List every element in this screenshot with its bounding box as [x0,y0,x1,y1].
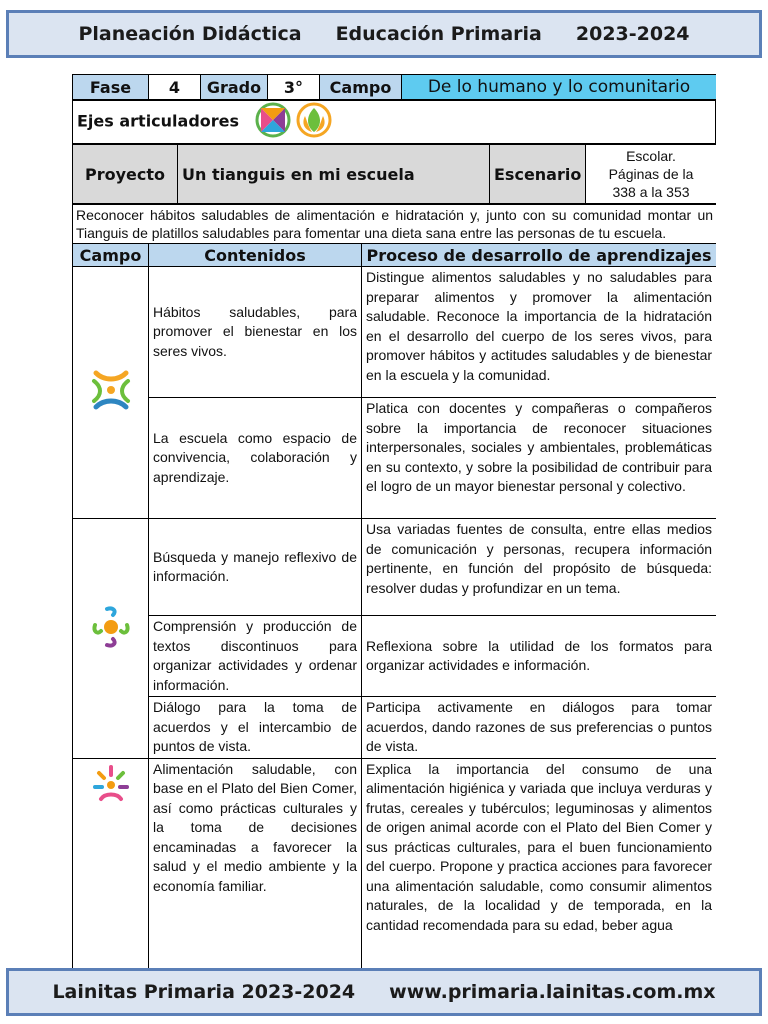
header-title: Planeación Didáctica [78,23,302,45]
proceso-5: Participa activamente en diálogos para tomar acuerdos, dando razones de sus preferencias o puntos de vista. [362,697,717,759]
campo-value: De lo humano y lo comunitario [402,75,717,100]
main-table [72,204,716,968]
project-description: Reconocer hábitos saludables de alimentación e hidratación y, junto con su comunidad montar un Tianguis de platillos saludables para fomentar una dieta sana entre las personas de tu escuela. [73,205,717,244]
vida-saludable-icon [296,102,332,142]
planning-sheet [72,74,716,968]
contenido-2: La escuela como espacio de convivencia, colaboración y aprendizaje. [149,398,362,519]
campo-humano-comunitario-icon [88,367,134,418]
campo-cell-2 [73,519,149,759]
contenido-6: Alimentación saludable, con base en el Plato del Bien Comer, así como prácticas culturales y la toma de decisiones encaminadas a favorecer la salud y el medio ambiente y la economía familiar. [149,758,362,968]
table-row [73,267,717,398]
fase-value: 4 [149,75,201,100]
campo-cell-1 [73,267,149,519]
proceso-3: Usa variadas fuentes de consulta, entre ellas medios de comunicación y personas, recupera información pertinente, en función del propósito de búsqueda: resolver dudas y profundizar en un tema. [362,519,717,616]
footer-banner [6,968,762,1016]
header-year: 2023-2024 [575,23,690,45]
col-contenidos: Contenidos [149,244,362,267]
campo-lenguajes-icon [91,605,131,654]
contenido-1: Hábitos saludables, para promover el bienestar en los seres vivos. [149,267,362,398]
ejes-label: Ejes articuladores [77,111,240,131]
header-level: Educación Primaria [335,23,542,45]
contenido-4: Comprensión y producción de textos discontinuos para organizar actividades y ordenar información. [149,616,362,697]
proceso-2: Platica con docentes y compañeras o compañeros sobre la importancia de reconocer situaciones interpersonales, sociales y ambientales, problemáticas en su contexto, y sobre la posibilidad de contribuir para el logro de un mayor bienestar personal y colectivo. [362,398,717,519]
ejes-row [73,101,716,144]
ejes-table [72,100,716,144]
col-campo: Campo [73,244,149,267]
proceso-4: Reflexiona sobre la utilidad de los formatos para organizar actividades e información. [362,616,717,697]
contenido-5: Diálogo para la toma de acuerdos y el intercambio de puntos de vista. [149,697,362,759]
table-row [73,758,717,968]
contenido-3: Búsqueda y manejo reflexivo de información. [149,519,362,616]
grado-value: 3° [268,75,320,100]
proyecto-table [72,144,716,204]
campo-etica-naturaleza-icon [89,763,133,812]
header-banner [6,10,762,58]
grado-label: Grado [201,75,268,100]
escenario-label: Escenario [490,145,586,204]
campo-cell-3 [73,758,149,968]
table-row [73,398,717,519]
proceso-1: Distingue alimentos saludables y no saludables para preparar alimentos y promover la alimentación saludable. Reconoce la importancia de la hidratación en el desarrollo del cuerpo de los seres vivos, para promover hábitos y actitudes saludables y de bienestar en la escuela y la comunidad. [362,267,717,398]
table-row [73,519,717,616]
col-proceso: Proceso de desarrollo de aprendizajes [362,244,717,267]
interculturalidad-icon [255,102,291,142]
info-table [72,74,716,100]
table-row [73,697,717,759]
campo-label: Campo [320,75,402,100]
fase-label: Fase [73,75,149,100]
table-row [73,616,717,697]
escenario-value: Escolar. Páginas de la 338 a la 353 [586,145,717,204]
proceso-6: Explica la importancia del consumo de una alimentación higiénica y variada que incluya verduras y frutas, cereales y tubérculos; leguminosas y alimentos de origen animal acorde con el Plato del Bien Comer y sus prácticas culturales, para el buen funcionamiento del cuerpo. Propone y practica acciones para favorecer una alimentación saludable, como consumir alimentos naturales, de la localidad y de temporada, en la cantidad recomendada para su edad, beber agua [362,758,717,968]
proyecto-label: Proyecto [73,145,178,204]
footer-name: Lainitas Primaria 2023-2024 [52,981,356,1003]
footer-url[interactable]: www.primaria.lainitas.com.mx [389,981,716,1003]
proyecto-value: Un tianguis en mi escuela [178,145,490,204]
